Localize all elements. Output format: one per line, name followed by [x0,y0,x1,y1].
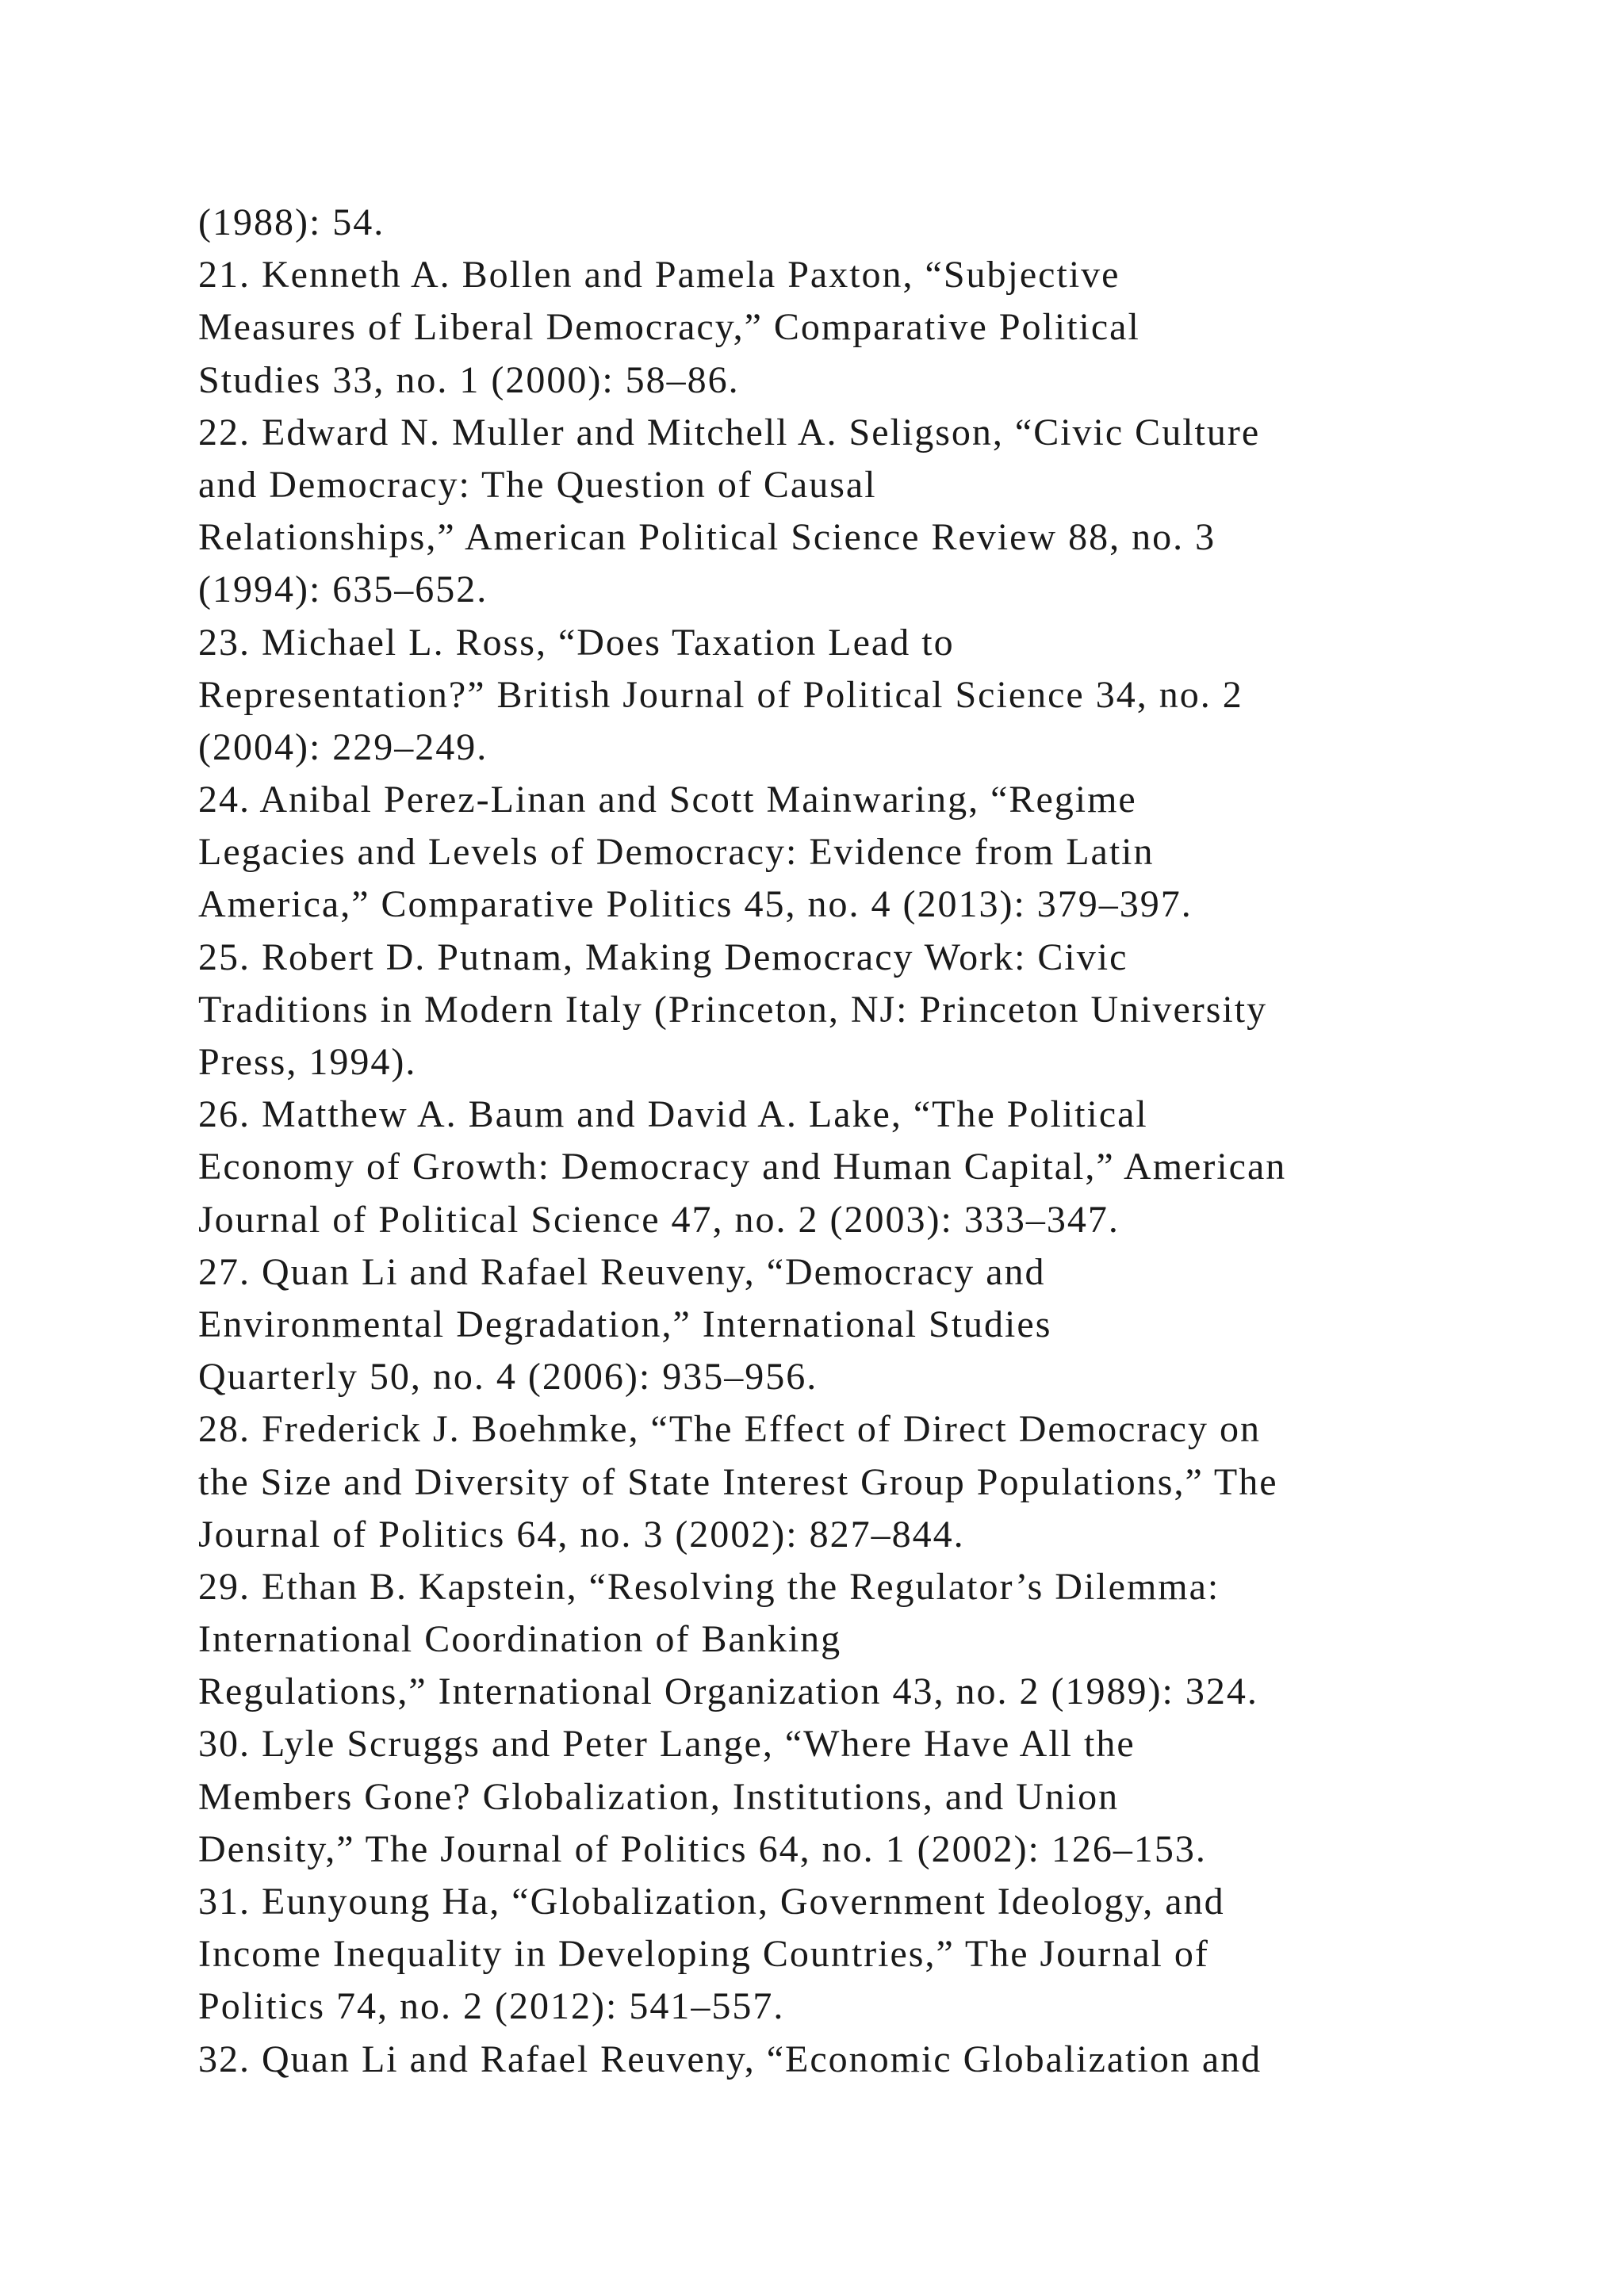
text-line: and Democracy: The Question of Causal [198,463,877,506]
text-line: 32. Quan Li and Rafael Reuveny, “Economic Globalization and [198,2038,1262,2080]
text-line: Representation?” British Journal of Political Science 34, no. 2 [198,673,1243,716]
text-line: (1994): 635–652. [198,568,488,611]
text-line: Studies 33, no. 1 (2000): 58–86. [198,358,740,401]
text-line: 27. Quan Li and Rafael Reuveny, “Democracy and [198,1250,1046,1293]
text-line: Income Inequality in Developing Countries,” The Journal of [198,1933,1209,1976]
text-line: International Coordination of Banking [198,1618,842,1661]
text-line: Economy of Growth: Democracy and Human Capital,” American [198,1146,1287,1188]
text-line: Density,” The Journal of Politics 64, no. 1 (2002): 126–153. [198,1827,1207,1870]
text-line: Press, 1994). [198,1041,417,1083]
text-line: Journal of Politics 64, no. 3 (2002): 827–844. [198,1513,965,1556]
text-line: Politics 74, no. 2 (2012): 541–557. [198,1985,785,2028]
text-line: Regulations,” International Organization 43, no. 2 (1989): 324. [198,1670,1258,1713]
text-line: (2004): 229–249. [198,725,488,768]
text-line: 23. Michael L. Ross, “Does Taxation Lead to [198,621,955,664]
references-text [198,197,1546,2086]
text-line: 24. Anibal Perez-Linan and Scott Mainwaring, “Regime [198,779,1137,821]
text-line: 21. Kenneth A. Bollen and Pamela Paxton, “Subjective [198,254,1120,297]
text-line: Legacies and Levels of Democracy: Evidence from Latin [198,831,1155,874]
text-line: 29. Ethan B. Kapstein, “Resolving the Regulator’s Dilemma: [198,1565,1220,1608]
text-line: Members Gone? Globalization, Institutions, and Union [198,1775,1120,1818]
text-line: Quarterly 50, no. 4 (2006): 935–956. [198,1356,818,1399]
text-line: (1988): 54. [198,201,385,243]
text-line: America,” Comparative Politics 45, no. 4 (2013): 379–397. [198,883,1193,926]
text-line: Traditions in Modern Italy (Princeton, NJ: Princeton University [198,988,1268,1031]
text-line: 26. Matthew A. Baum and David A. Lake, “The Political [198,1093,1148,1136]
text-line: 31. Eunyoung Ha, “Globalization, Government Ideology, and [198,1881,1225,1923]
text-line: Journal of Political Science 47, no. 2 (2003): 333–347. [198,1198,1120,1241]
text-line: Measures of Liberal Democracy,” Comparative Political [198,306,1140,349]
text-line: 28. Frederick J. Boehmke, “The Effect of Direct Democracy on [198,1408,1261,1451]
text-line: 30. Lyle Scruggs and Peter Lange, “Where Have All the [198,1723,1136,1766]
text-line: Environmental Degradation,” International Studies [198,1303,1052,1345]
text-line: Relationships,” American Political Science Review 88, no. 3 [198,516,1216,559]
text-line: 22. Edward N. Muller and Mitchell A. Seligson, “Civic Culture [198,411,1261,453]
text-line: 25. Robert D. Putnam, Making Democracy Work: Civic [198,936,1128,978]
text-line: the Size and Diversity of State Interest Group Populations,” The [198,1460,1278,1503]
